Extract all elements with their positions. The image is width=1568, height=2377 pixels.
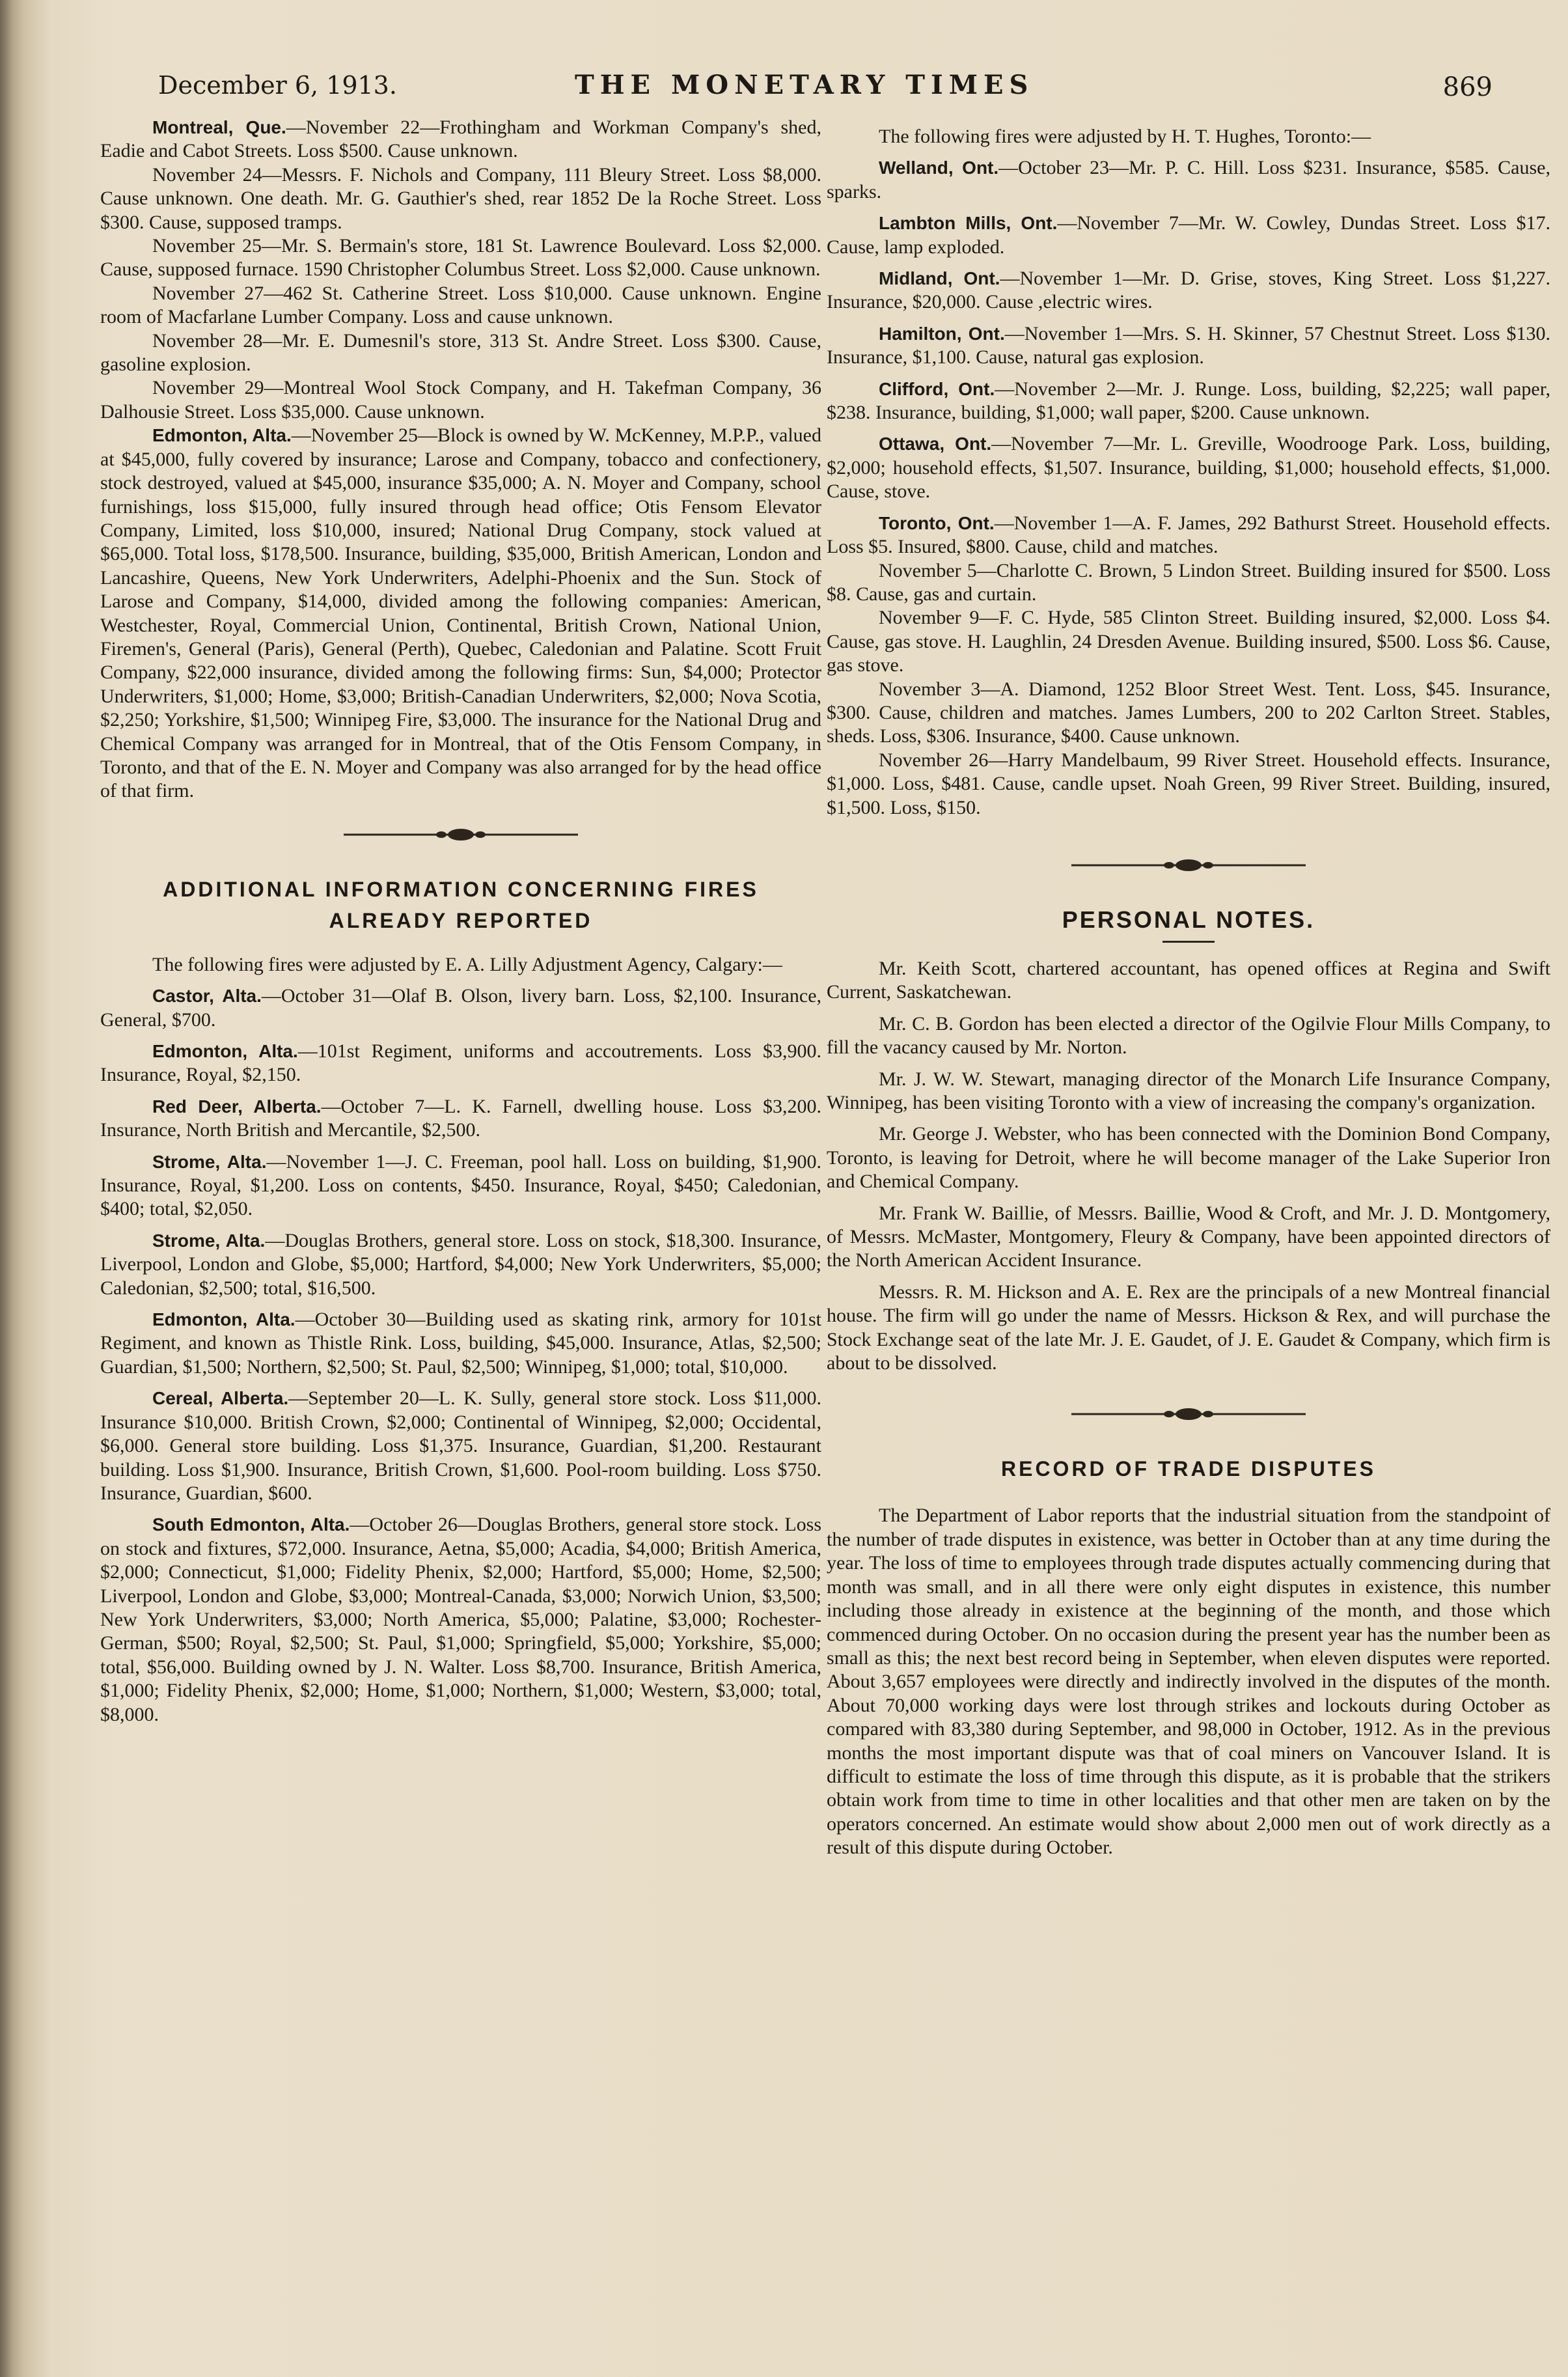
personal-note: Messrs. R. M. Hickson and A. E. Rex are the principals of a new Montreal financial house. The firm will go under the name of Messrs. Hickson & Rex, and will purchase the Stock Exchange seat of the late Mr. J. E. Gaudet, of J. E. Gaudet & Company, which firm is about to be dissolved. bbox=[827, 1281, 1550, 1374]
place-name: Strome, Alta. bbox=[152, 1151, 267, 1172]
place-name: Edmonton, Alta. bbox=[152, 1041, 298, 1061]
left-fire-entries bbox=[100, 984, 821, 1727]
section-heading-additional-info bbox=[100, 874, 821, 936]
publication-title: THE MONETARY TIMES bbox=[575, 70, 1034, 100]
fire-entry bbox=[100, 984, 821, 1032]
entry-text: —October 26—Douglas Brothers, general store stock. Loss on stock and fixtures, $72,000. Insurance, Aetna, $5,000; Acadia, $4,000; British America, $2,000; Connecticut, $1,000; Fidelity Phenix, $2,000; Hartford, $5,000; Home, $2,500; Liverpool, London and Globe, $3,000; Montreal-Canada, $3,000; Norwich Union, $3,500; New York Underwriters, $3,000; North America, $5,000; Palatine, $3,000; Rochester-German, $500; Royal, $2,500; St. Paul, $1,000; Springfield, $5,000; Yorkshire, $5,000; total, $56,000. Building owned by J. N. Walter. Loss $8,700. Insurance, British America, $1,000; Fidelity Phenix, $2,000; Home, $1,000; Northern, $1,000; Western, $3,000; total, $8,000. bbox=[100, 1514, 822, 1725]
entry-text: —101st Regiment, uniforms and accoutrements. Loss $3,900. Insurance, Royal, $2,150. bbox=[100, 1040, 822, 1086]
entry-text: —November 2—Mr. J. Runge. Loss, building, $2,225; wall paper, $238. Insurance, building, $1,000; wall paper, $200. Cause unknown. bbox=[827, 378, 1550, 424]
personal-note: Mr. J. W. W. Stewart, managing director of the Monarch Life Insurance Company, Winnipeg, has been visiting Toronto with a view of increasing the company's organization. bbox=[827, 1068, 1550, 1113]
personal-note: Mr. George J. Webster, who has been connected with the Dominion Bond Company, Toronto, is leaving for Detroit, where he will become manager of the Lake Superior Iron and Chemical Company. bbox=[827, 1123, 1550, 1193]
personal-note: Mr. Keith Scott, chartered accountant, has opened offices at Regina and Swift Current, Saskatchewan. bbox=[827, 957, 1550, 1003]
fire-entry-paragraph: November 29—Montreal Wool Stock Company, and H. Takefman Company, 36 Dalhousie Street. Loss $35,000. Cause unknown. bbox=[100, 377, 821, 423]
right-fire-entries bbox=[827, 156, 1550, 559]
fire-entry-edmonton bbox=[100, 424, 821, 803]
fire-entry bbox=[827, 432, 1550, 503]
page-number: 869 bbox=[1442, 72, 1492, 102]
place-name: Cereal, Alberta. bbox=[152, 1388, 289, 1409]
ornament-rule-icon bbox=[1071, 857, 1306, 873]
section-heading-trade-disputes: RECORD OF TRADE DISPUTES bbox=[1000, 1457, 1377, 1481]
entry-text: —November 1—Mr. D. Grise, stoves, King Street. Loss $1,227. Insurance, $20,000. Cause ,electric wires. bbox=[827, 268, 1550, 313]
fire-entry-paragraph: November 25—Mr. S. Bermain's store, 181 St. Lawrence Boulevard. Loss $2,000. Cause, supposed furnace. 1590 Christopher Columbus Street. Loss $2,000. Cause unknown. bbox=[100, 235, 821, 281]
place-name: South Edmonton, Alta. bbox=[152, 1514, 350, 1535]
section-ornament bbox=[100, 815, 821, 854]
toronto-additional-entries bbox=[827, 559, 1550, 820]
entry-text: —November 25—Block is owned by W. McKenney, M.P.P., valued at $45,000, fully covered by insurance; Larose and Company, tobacco and confectionery, stock destroyed, valued at $45,000, insurance $35,000; A. N. Moyer and Company, school furnishings, loss $15,000, fully insured through head office; Otis Fensom Elevator Company, Limited, loss $10,000, insured; National Drug Company, stock valued at $65,000. Total loss, $178,500. Insurance, building, $35,000, British American, London and Lancashire, Queens, New York Underwriters, Adelphi-Phoenix and the Sun. Stock of Larose and Company, $14,000, divided among the following companies: American, Westchester, Royal, Commercial Union, Continental, British Crown, National Union, Firemen's, General (Paris), General (Perth), Quebec, Caledonian and Palatine. Scott Fruit Company, $22,000 insurance, divided among the following firms: Sun, $4,000; Protector Underwriters, $1,000; Home, $3,000; British-Canadian Underwriters, $2,000; Nova Scotia, $2,250; Yorkshire, $1,500; Winnipeg Fire, $3,000. The insurance for the National Drug and Chemical Company was arranged for in Montreal, that of the Otis Fensom Company, in Toronto, and that of the E. N. Moyer and Company was also arranged for by the head office of that firm. bbox=[100, 424, 821, 802]
binding-gutter bbox=[0, 0, 25, 2377]
issue-date: December 6, 1913. bbox=[158, 71, 397, 100]
fire-entry bbox=[100, 1229, 821, 1300]
hughes-intro: The following fires were adjusted by H. T. Hughes, Toronto:— bbox=[879, 126, 1371, 147]
fire-entry bbox=[100, 1150, 821, 1221]
heading-line-2: ALREADY REPORTED bbox=[329, 908, 593, 932]
place-name: Edmonton, Alta. bbox=[152, 1309, 296, 1330]
fire-entry-paragraph: November 28—Mr. E. Dumesnil's store, 313 St. Andre Street. Loss $300. Cause, gasoline explosion. bbox=[100, 329, 821, 376]
place-name: Hamilton, Ont. bbox=[879, 323, 1005, 344]
entry-text: —November 1—Mrs. S. H. Skinner, 57 Chestnut Street. Loss $130. Insurance, $1,100. Cause, natural gas explosion. bbox=[827, 322, 1550, 368]
fire-entry bbox=[827, 378, 1550, 425]
fire-entry-paragraph: November 26—Harry Mandelbaum, 99 River Street. Household effects. Insurance, $1,000. Loss, $481. Cause, candle upset. Noah Green, 99 River Street. Building, insured, $1,500. Loss, $150. bbox=[827, 749, 1550, 818]
section-ornament bbox=[827, 1395, 1550, 1434]
entry-text: —October 31—Olaf B. Olson, livery barn. Loss, $2,100. Insurance, General, $700. bbox=[100, 985, 822, 1031]
fire-entry bbox=[100, 1387, 821, 1505]
place-name: Midland, Ont. bbox=[879, 268, 1000, 289]
place-name: Ottawa, Ont. bbox=[879, 434, 992, 454]
place-name: Clifford, Ont. bbox=[879, 378, 995, 399]
fire-entry bbox=[100, 1040, 821, 1087]
right-column bbox=[827, 125, 1550, 1860]
entry-text: —Douglas Brothers, general store. Loss on stock, $18,300. Insurance, Liverpool, London and Globe, $5,000; Hartford, $4,000; New York Underwriters, $5,000; Caledonian, $2,500; total, $16,500. bbox=[100, 1229, 821, 1299]
fire-entry bbox=[100, 1308, 821, 1379]
section-ornament bbox=[827, 846, 1550, 885]
entry-text: —October 7—L. K. Farnell, dwelling house. Loss $3,200. Insurance, North British and Mercantile, $2,500. bbox=[100, 1095, 821, 1141]
fire-entry bbox=[827, 512, 1550, 559]
personal-note: Mr. Frank W. Baillie, of Messrs. Baillie, Wood & Croft, and Mr. J. D. Montgomery, of Messrs. McMaster, Montgomery, Fleury & Company, have been appointed directors of the North American Accident Insurance. bbox=[827, 1202, 1550, 1272]
fire-entry-paragraph: November 9—F. C. Hyde, 585 Clinton Street. Building insured, $2,000. Loss $4. Cause, gas stove. H. Laughlin, 24 Dresden Avenue. Building insured, $500. Loss $6. Cause, gas stove. bbox=[827, 607, 1550, 676]
fire-entry bbox=[100, 1513, 821, 1727]
lilly-intro: The following fires were adjusted by E. A. Lilly Adjustment Agency, Calgary:— bbox=[152, 953, 782, 975]
fire-entry bbox=[827, 156, 1550, 204]
entry-text: —September 20—L. K. Sully, general store stock. Loss $11,000. Insurance $10,000. British Crown, $2,000; Continental of Winnipeg, $2,000; Occidental, $6,000. General store building. Loss $1,375. Insurance, Guardian, $1,200. Restaurant building. Loss $1,900. Insurance, British Crown, $1,600. Pool-room building. Loss $750. Insurance, Guardian, $600. bbox=[100, 1387, 821, 1504]
fire-entry bbox=[100, 1095, 821, 1143]
heading-underline bbox=[1162, 941, 1215, 943]
fire-entry-paragraph: November 27—462 St. Catherine Street. Loss $10,000. Cause unknown. Engine room of Macfarlane Lumber Company. Loss and cause unknown. bbox=[100, 282, 821, 328]
fire-entry bbox=[827, 267, 1550, 314]
fire-entry-paragraph: November 5—Charlotte C. Brown, 5 Lindon Street. Building insured for $500. Loss $8. Cause, gas and curtain. bbox=[827, 559, 1550, 605]
fire-entry bbox=[827, 322, 1550, 370]
fire-entry-paragraph: November 3—A. Diamond, 1252 Bloor Street West. Tent. Loss, $45. Insurance, $300. Cause, children and matches. James Lumbers, 200 to 202 Carlton Street. Stables, sheds. Loss, $306. Insurance, $400. Cause unknown. bbox=[827, 678, 1550, 747]
personal-notes bbox=[827, 957, 1550, 1376]
entry-text: —November 1—A. F. James, 292 Bathurst Street. Household effects. Loss $5. Insured, $800. Cause, child and matches. bbox=[827, 512, 1550, 558]
place-name: Montreal, Que. bbox=[152, 117, 286, 137]
place-name: Welland, Ont. bbox=[879, 158, 999, 178]
trade-disputes-text: The Department of Labor reports that the industrial situation from the standpoint of the number of trade disputes in existence, was better in October than at any time during the year. The loss of time to employees through trade disputes actually commencing during that month was small, and in all there were only eight disputes in existence, this number including those already in existence at the beginning of the month, and those which commenced during October. On no occasion during the present year has the number been as small as this; the next best record being in September, when eleven disputes were reported. About 3,657 employees were directly and indirectly involved in the disputes of the month. About 70,000 working days were lost through strikes and lockouts during October as compared with 83,380 during September, and 98,000 in October, 1912. As in the previous months the most important dispute was that of coal miners on Vancouver Island. It is difficult to estimate the loss of time through this dispute, as it is probable that the strikers obtain work from time to time in other localities and that other men are taken on by the operators concerned. An estimate would show about 2,000 men out of work directly as a result of this dispute during October. bbox=[827, 1505, 1550, 1859]
place-name: Strome, Alta. bbox=[152, 1230, 266, 1251]
place-name: Toronto, Ont. bbox=[879, 512, 995, 533]
place-name: Edmonton, Alta. bbox=[152, 425, 292, 446]
entry-text: —October 30—Building used as skating rink, armory for 101st Regiment, and known as Thistle Rink. Loss, building, $45,000. Insurance, Atlas, $2,500; Guardian, $1,500; Northern, $2,500; St. Paul, $2,500; Winnipeg, $1,000; total, $10,000. bbox=[100, 1309, 821, 1378]
personal-note: Mr. C. B. Gordon has been elected a director of the Ogilvie Flour Mills Company, to fill the vacancy caused by Mr. Norton. bbox=[827, 1012, 1550, 1059]
fire-entry-paragraph: November 24—Messrs. F. Nichols and Company, 111 Bleury Street. Loss $8,000. Cause unknown. One death. Mr. G. Gauthier's shed, rear 1852 De la Roche Street. Loss $300. Cause, supposed tramps. bbox=[100, 163, 821, 233]
heading-line-1: ADDITIONAL INFORMATION CONCERNING FIRES bbox=[163, 877, 759, 901]
fire-entry-montreal bbox=[100, 116, 821, 163]
place-name: Red Deer, Alberta. bbox=[152, 1096, 322, 1117]
ornament-rule-icon bbox=[1071, 1406, 1306, 1422]
ornament-rule-icon bbox=[344, 827, 578, 842]
place-name: Castor, Alta. bbox=[152, 986, 262, 1007]
fire-entry bbox=[827, 212, 1550, 259]
entry-text: —November 7—Mr. L. Greville, Woodrooge Park. Loss, building, $2,000; household effects, $1,507. Insurance, building, $1,000; household effects, $1,000. Cause, stove. bbox=[827, 433, 1550, 503]
entry-text: —November 1—J. C. Freeman, pool hall. Loss on building, $1,900. Insurance, Royal, $1,200. Loss on contents, $450. Insurance, Royal, $450; Caledonian, $400; total, $2,050. bbox=[100, 1150, 822, 1220]
left-column bbox=[100, 116, 821, 1727]
place-name: Lambton Mills, Ont. bbox=[879, 213, 1058, 234]
section-heading-personal-notes: PERSONAL NOTES. bbox=[1062, 906, 1315, 933]
page-header bbox=[158, 62, 1492, 107]
entry-text: —November 22—Frothingham and Workman Company's shed, Eadie and Cabot Streets. Loss $500. Cause unknown. bbox=[100, 117, 821, 162]
entry-text: —November 7—Mr. W. Cowley, Dundas Street. Loss $17. Cause, lamp exploded. bbox=[827, 212, 1551, 258]
entry-text: —October 23—Mr. P. C. Hill. Loss $231. Insurance, $585. Cause, sparks. bbox=[827, 157, 1550, 202]
